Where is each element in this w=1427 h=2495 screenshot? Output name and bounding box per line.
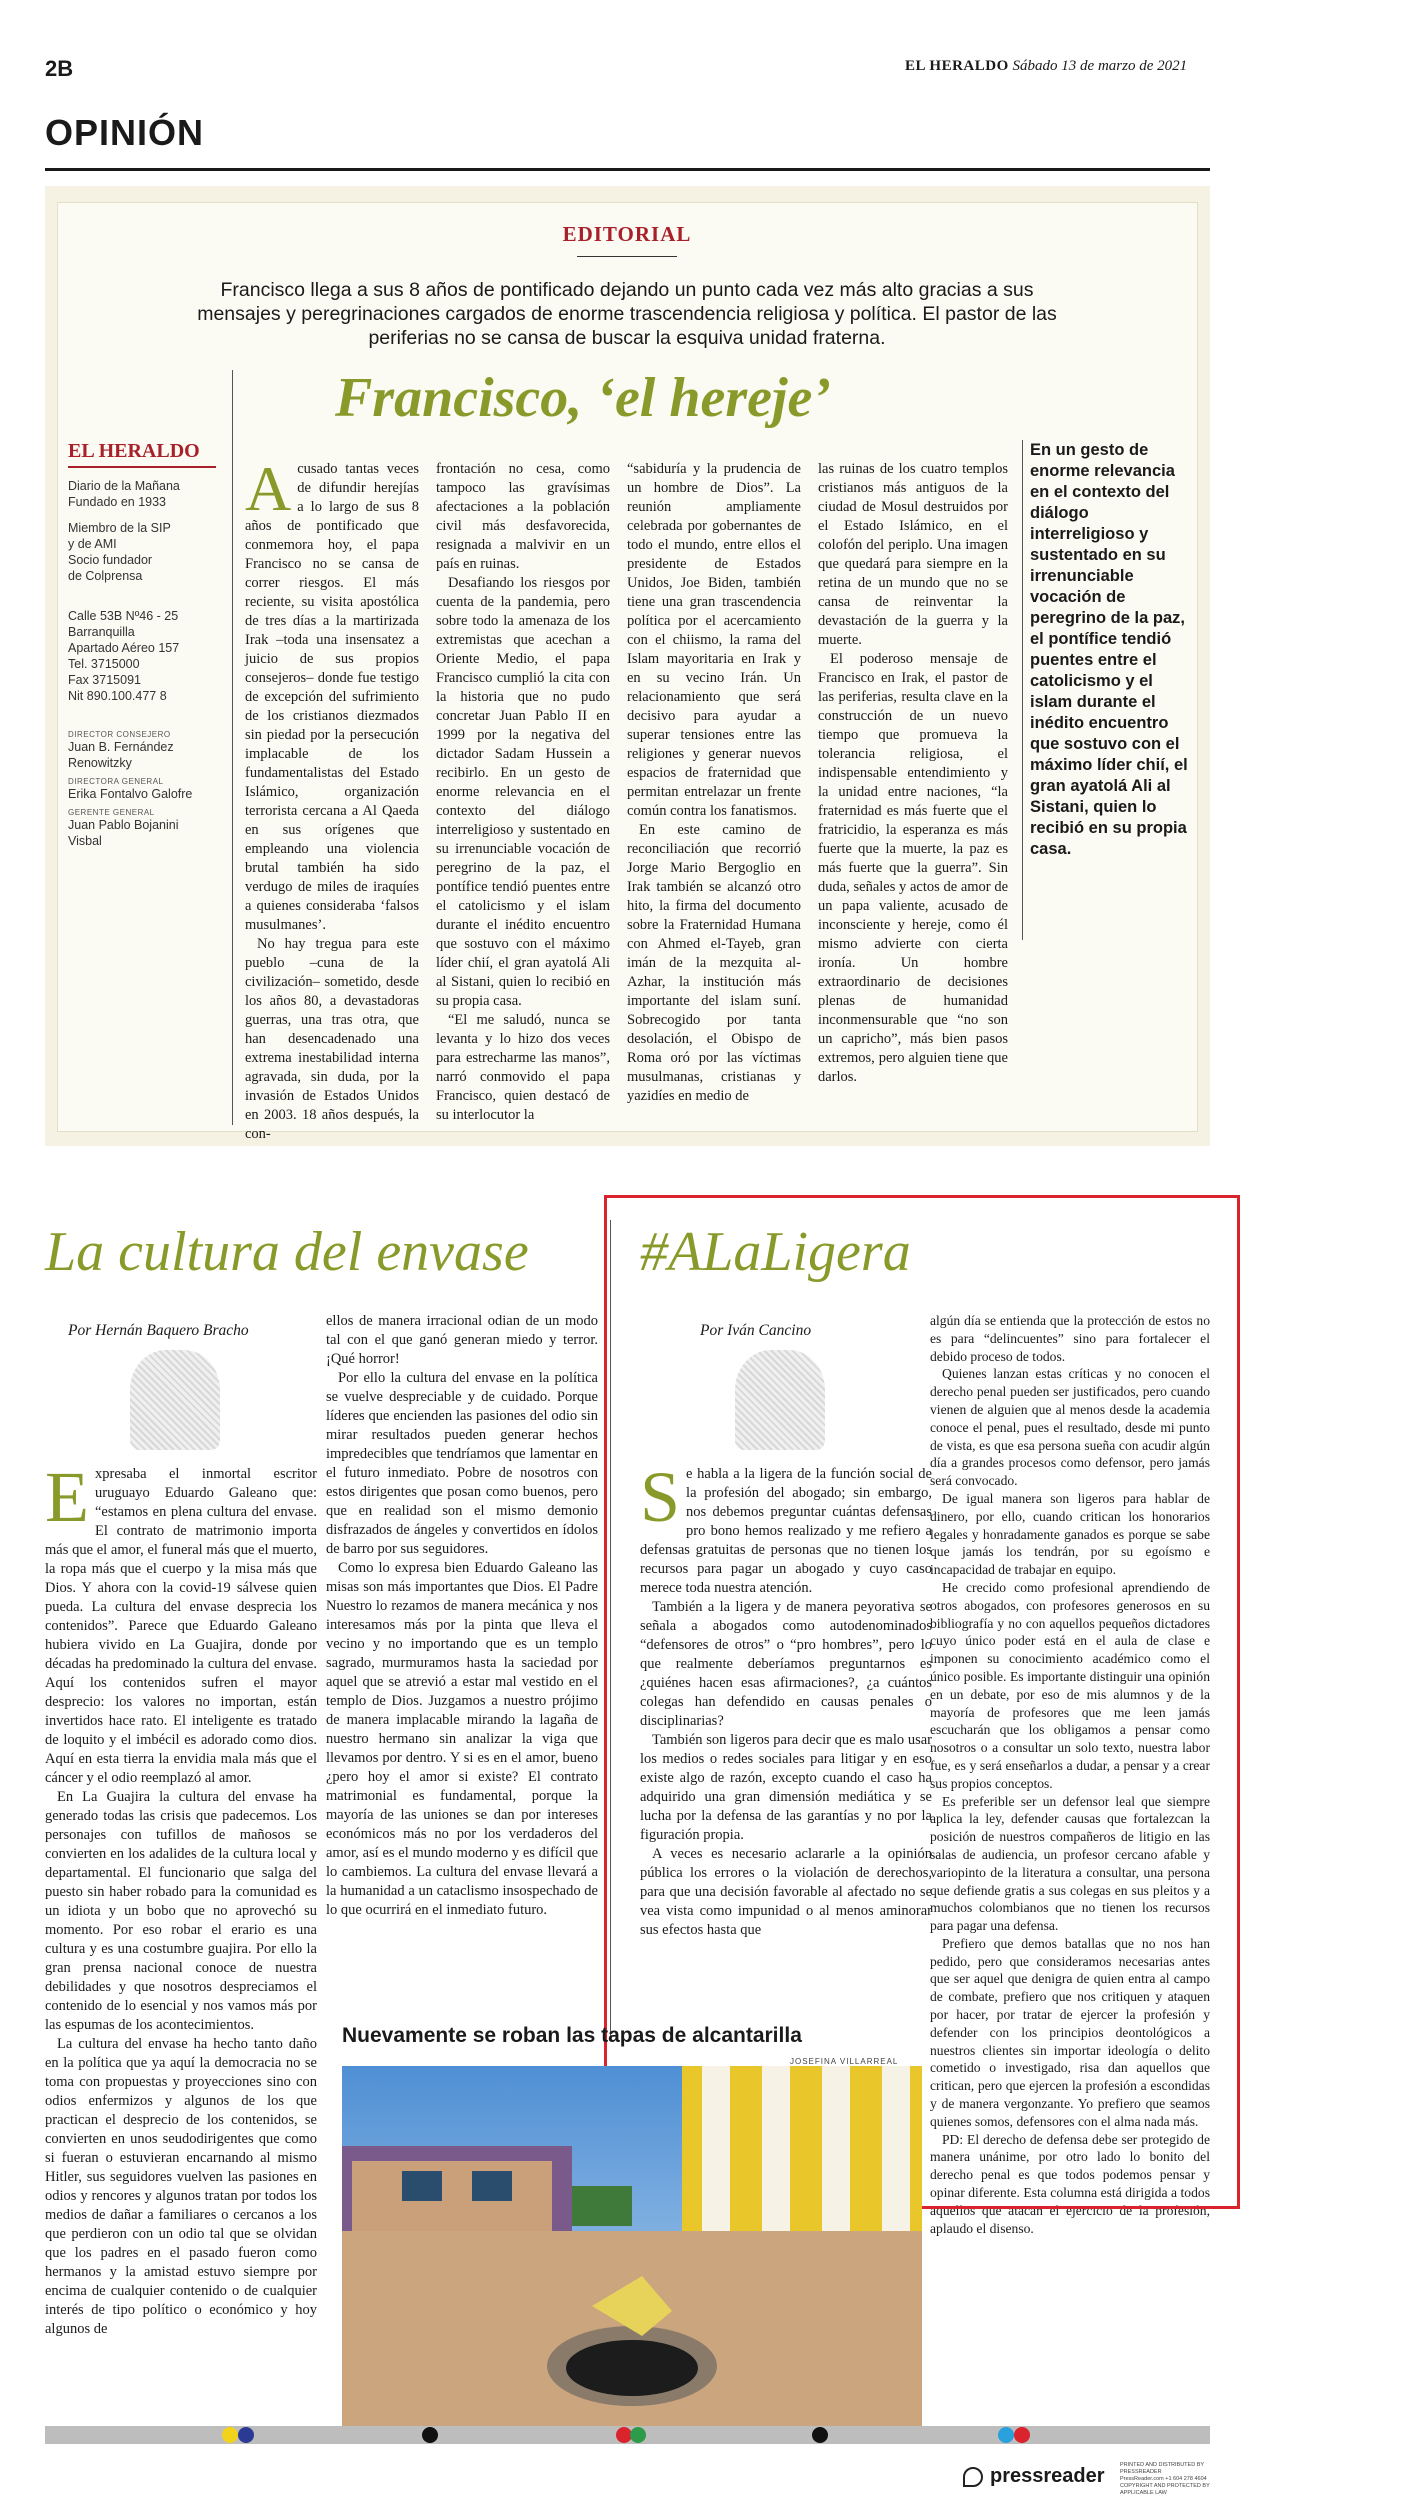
paragraph: PD: El derecho de defensa debe ser protegido de manera unánime, por otro lado lo bonito del derecho penal es que todos podemos pensar y opinar diferente. Esta columna está dirigida a todos aquellos que atacan el ejercicio de la profesión, aplaudo el disenso. <box>930 2131 1210 2236</box>
paragraph: También son ligeros para decir que es malo usar los medios o redes sociales para litigar y en eso existe algo de razón, excepto cuando el caso ha adquirido una gran dimensión mediática y se lucha por la defensa de las garantías y no por la figuración propia. <box>640 1732 932 1843</box>
editorial-column-3 <box>627 460 801 1106</box>
editorial-dropcap: A <box>245 453 292 524</box>
pressreader-brand: pressreader <box>990 2465 1105 2487</box>
logo-rule <box>68 466 216 468</box>
sidebar-line: Miembro de la SIP <box>68 521 171 535</box>
registration-dot <box>998 2427 1014 2443</box>
sidebar-line: Barranquilla <box>68 625 135 639</box>
paragraph: La cultura del envase ha hecho tanto daño en la política que ya aquí la democracia no se toma con propuestas y proyecciones sino con odios enfermizos y algunos de los que practican el desprecio de los contenidos, se convierten en unos seudodirigentes que como si fueran o estuvieran encarnando al mismo Hitler, sus seguidores vuelven las pasiones en odios y rencores y algunos tratan por todos los medios de dañar a familiares o cercanos a los que perdieron con un odio tal que se olvidan que los padres en el pasado fueron como hermanos y la amistad estuvo siempre por encima de cualquier contenido o de cualquier interés de tipo político o económico y hoy algunos de <box>45 2036 317 2337</box>
paragraph: He crecido como profesional aprendiendo de otros abogados, con profesores generosos en su bibliografía y no con aquellos pequeños dictadores cuyo único poder está en el aula de clase e imponen su conocimiento académico como el único posible. Es importante distinguir una opinión en un debate, por eso de mis alumnos y de la mayoría de profesores que me leen jamás escucharán que los obligamos a pensar como nosotros o a consultar un solo texto, nuestra labor fue, es y será enseñarlos a dudar, a pensar y a crear sus propios conceptos. <box>930 1579 1210 1791</box>
staff-name: Visbal <box>68 834 102 848</box>
paragraph: Quienes lanzan estas críticas y no conocen el derecho penal pueden ser justificados, pero cuando vienen de alguien que al menos desde la academia conoce el penal, pues el resultado, desde mi punto de vista, es que esa persona sueña con acudir algún día a grandes procesos como defensor, pero jamás será convocado. <box>930 1366 1210 1489</box>
editorial-label-rule <box>577 256 677 257</box>
paragraph: En La Guajira la cultura del envase ha generado todas las crisis que padecemos. Los personajes con tufillos de mañosos se convierten en los adalides de la cultura local y departamental. El funcionario que salga del puesto sin haber robado para la comunidad es un idiota y un bobo que no aprovechó su momento. Por eso robar el erario es una cultura y es una costumbre guajira. Por ello la gran prensa nacional conoce de nuestra debilidades y que nosotros despreciamos el contenido de lo esencial y nos vamos más por las espumas de los acontecimientos. <box>45 1789 317 2033</box>
staff-name: Renowitzky <box>68 756 132 770</box>
paragraph: El poderoso mensaje de Francisco en Irak, el pastor de las periferias, resulta clave en la construcción de un nuevo tiempo que promueva la tolerancia religiosa, el indispensable entendimiento y la unidad entre naciones, “la fraternidad es más fuerte que el fratricidio, la esperanza es más fuerte que la muerte, la paz es más fuerte que la guerra”. Sin duda, señales y actos de amor de un papa valiente, acusado de inconsciente y hereje, como él mismo advierte con cierta ironía. Un hombre extraordinario de decisiones plenas de humanidad inconmensurable que “no son un capricho”, más bien pasos extremos, pero alguien tiene que darlos. <box>818 651 1008 1085</box>
sidebar-line: Tel. 3715000 <box>68 657 140 671</box>
paragraph: En este camino de reconciliación que recorrió Jorge Mario Bergoglio en Irak también se alcanzó otro hito, la firma del documento sobre la Fraternidad Humana con Ahmed el-Tayeb, gran imán de la mezquita al-Azhar, la institución más importante del islam suní. Sobrecogido por tanta desolación, el Obispo de Roma oró por las víctimas musulmanas, cristianas y yazidíes en medio de <box>627 822 801 1104</box>
paragraph <box>245 453 419 935</box>
sidebar-line: Socio fundador <box>68 553 153 567</box>
sidebar-line: Apartado Aéreo 157 <box>68 641 180 655</box>
staff-role: DIRECTORA GENERAL <box>68 777 164 786</box>
paragraph: Es preferible ser un defensor leal que siempre aplica la ley, defender causas que fortalezcan la posición de nuestros compañeros de litigio en las salas de audiencia, un profesor cercano afable y variopinto de la literatura a consultar, una persona que defiende gratis a sus colegas en sus pleitos y a muchos colombianos que no tienen los recursos para pagar una defensa. <box>930 1793 1210 1934</box>
paragraph: “El me saludó, nunca se levanta y lo hizo dos veces para estrecharme las manos”, narró conmovido el papa Francisco, quien destacó de su interlocutor la <box>436 1012 610 1123</box>
paragraph: Desafiando los riesgos por cuenta de la pandemia, pero sobre todo la amenaza de los extremistas que acechan a Oriente Medio, el papa Francisco cumplió la cita con la historia que no pudo concretar Juan Pablo II en 1999 por la negativa del dictador Sadam Hussein a recibirlo. En un gesto de enorme relevancia en el contexto del diálogo interreligioso y sustentado en su irrenunciable vocación de peregrino de la paz, el pontífice tendió puentes entre el catolicismo y el islam durante el inédito encuentro que sostuvo con el máximo líder chií, el gran ayatolá Ali al Sistani, quien lo recibió en su propia casa. <box>436 575 610 1009</box>
editorial-column-2 <box>436 460 610 1125</box>
editorial-deck: Francisco llega a sus 8 años de pontificado dejando un punto cada vez más alto gracias a sus mensajes y peregrinaciones cargados de enorme trascendencia religiosa y política. El pastor de las periferias no se cansa de buscar la esquiva unidad fraterna. <box>197 279 1057 349</box>
news-photo <box>342 2066 922 2428</box>
sidebar-line: Fundado en 1933 <box>68 495 167 509</box>
sidebar-line: Nit 890.100.477 8 <box>68 689 167 703</box>
photo-illustration <box>342 2066 922 2428</box>
staff-name: Juan B. Fernández <box>68 740 174 754</box>
sidebar-staff <box>68 730 228 849</box>
paragraph: las ruinas de los cuatro templos cristianos más antiguos de la ciudad de Mosul destruidos por el Estado Islámico, en el colofón del periplo. Una imagen que quedará para siempre en la retina de un mundo que no se cansa de reinventar la devastación de la guerra y la muerte. <box>818 461 1008 648</box>
registration-dot <box>222 2427 238 2443</box>
staff-name: Juan Pablo Bojanini <box>68 818 179 832</box>
sidebar-address <box>68 608 228 704</box>
sidebar-line: y de AMI <box>68 537 117 551</box>
editorial-column-1 <box>245 453 419 1144</box>
paragraph: De igual manera son ligeros para hablar de dinero, por ello, cuando critican los honorarios legales y honradamente ganados es porque se sabe que jamás los tendrán, por su egoísmo e incapacidad de trabajar en equipo. <box>930 1490 1210 1578</box>
page-number: 2B <box>45 56 74 81</box>
sidebar-line: Calle 53B Nº46 - 25 <box>68 609 179 623</box>
column-right-dropcap: S <box>640 1457 681 1537</box>
sidebar-divider <box>232 370 233 1125</box>
registration-dot <box>422 2427 438 2443</box>
editorial-label: EDITORIAL <box>562 222 692 246</box>
column-left-dropcap: E <box>45 1457 89 1537</box>
column-left-body-2 <box>326 1312 598 1920</box>
pressreader-icon <box>963 2467 983 2487</box>
paragraph: A veces es necesario aclararle a la opinión pública los errores o la violación de derechos, para que una decisión favorable al afectado no se vea vista como impunidad o al menos aminorar sus efectos hasta que <box>640 1846 932 1938</box>
paragraph: Por ello la cultura del envase en la política se vuelve despreciable y de cuidado. Porque líderes que encienden las pasiones del odio sin mirar resultados pueden generar hechos impredecibles que tendríamos que lamentar en el futuro inmediato. Pobre de nosotros con estos dirigentes que posan como buenos, pero que en realidad son el mismo demonio disfrazados de ángeles y convertidos en ídolos de barro por sus seguidores. <box>326 1370 598 1557</box>
paragraph: Prefiero que demos batallas que no nos han pedido, pero que consideramos necesarias antes que ser aquel que denigra de quien entra al campo de combate, prefiero que nos critiquen y ataquen por hacer, por tratar de ejercer la profesión y defender con los principios deontológicos a nuestros clientes sin importar ideología o delito cometido o investigado, risa dan aquellos que critican, pero que ejercen la profesión a escondidas y de manera vergonzante. Yo prefiero que seamos quienes somos, defensores con el alma nada más. <box>930 1935 1210 2129</box>
editorial-column-4 <box>818 460 1008 1087</box>
paragraph-text: xpresaba el inmortal escritor uruguayo Eduardo Galeano que: “estamos en plena cultura del envase. El contrato de matrimonio importa más que el amor, el funeral más que el muerto, la ropa más que el cuerpo y la misa más que Dios. Y ahora con la covid-19 sálvese quien pueda. La cultura del envase desprecia los contenidos”. Parece que Eduardo Galeano hubiera vivido en La Guajira, donde por décadas ha predominado la cultura del envase. Aquí los contenidos sufren el mayor desprecio: los valores no importan, están invertidos hace rato. El inteligente es tratado de loquito y el imbécil es adorado como dios. Aquí en esta tierra la envidia mala más que el cáncer y el odio reemplazó al amor. <box>45 1466 317 1786</box>
sidebar-membership <box>68 520 228 584</box>
sidebar-founding <box>68 478 228 510</box>
paragraph: También a la ligera y de manera peyorativa se señala a abogados como autodenominados “defensores de otros” o “pro hombres”, pero lo que realmente deberíamos preguntarnos es ¿quiénes hacen esas afirmaciones?, ¿a cuántos colegas han defendido en causas penales o disciplinarias? <box>640 1599 932 1729</box>
paragraph: frontación no cesa, como tampoco las gravísimas afectaciones a la población civil más desfavorecida, resignada a malvivir en un país en ruinas. <box>436 461 610 572</box>
editorial-title: Francisco, ‘el hereje’ <box>334 367 832 429</box>
paragraph: “sabiduría y la prudencia de un hombre de Dios”. La reunión ampliamente celebrada por gobernantes de todo el mundo, entre ellos el presidente de Estados Unidos, Joe Biden, también tiene una gran trascendencia política por el acercamiento con el chiismo, la rama del Islam mayoritaria en Irak y en su vecino Irán. Un relacionamiento que será decisivo para ayudar a superar tensiones entre las religiones y generar nuevos espacios de fraternidad que permitan entrelazar un frente común contra los fanatismos. <box>627 461 801 819</box>
registration-dot <box>238 2427 254 2443</box>
section-rule <box>45 168 1210 171</box>
photo-credit: JOSEFINA VILLARREAL <box>790 2057 899 2066</box>
sidebar-line: Diario de la Mañana <box>68 479 180 493</box>
sidebar-line: Fax 3715091 <box>68 673 141 687</box>
pullquote: En un gesto de enorme relevancia en el contexto del diálogo interreligioso y sustentado en su irrenunciable vocación de peregrino de la paz, el pontífice tendió puentes entre el catolicismo y el islam durante el inédito encuentro que sostuvo con el máximo líder chií, el gran ayatolá Ali al Sistani, quien lo recibió en su propia casa. <box>1030 441 1188 858</box>
section-title: OPINIÓN <box>45 112 205 153</box>
masthead <box>905 58 1187 75</box>
paragraph-text: e habla a la ligera de la función social de la profesión del abogado; sin embargo, nos debemos preguntar cuántas defensas pro bono hemos realizado y me refiero a defensas gratuitas de personas que no tienen los recursos para pagar un abogado y cuyo caso merece toda nuestra atención. <box>640 1466 932 1596</box>
registration-dot <box>812 2427 828 2443</box>
staff-role: DIRECTOR CONSEJERO <box>68 730 171 739</box>
pressreader-small-print <box>1120 2462 1220 2495</box>
column-right-byline: Por Iván Cancino <box>700 1322 812 1339</box>
registration-dot <box>1014 2427 1030 2443</box>
column-right-title: #ALaLigera <box>640 1221 911 1283</box>
column-left-body-1 <box>45 1457 317 2339</box>
paragraph: algún día se entienda que la protección de estos no es para “delincuentes” sino para fortalecer el debido proceso de todos. <box>930 1313 1210 1364</box>
paragraph <box>45 1457 317 1788</box>
photo-caption: Nuevamente se roban las tapas de alcantarilla <box>342 2024 802 2047</box>
staff-role: GERENTE GENERAL <box>68 808 155 817</box>
paragraph: Como lo expresa bien Eduardo Galeano las misas son más importantes que Dios. El Padre Nuestro lo rezamos de manera mecánica y nos interesamos más por la pinta que lleva el vecino y no importando que es un templo sagrado, murmuramos hasta la saciedad por aquel que se atrevió a estar mal vestido en el templo de Dios. Juzgamos a nuestro prójimo de manera implacable mirando la lagaña de nuestro hermano sin analizar la viga que llevamos por dentro. Y si es en el amor, bueno ¿pero hoy el amor si existe? El contrato matrimonial es fundamental, porque la mayoría de las uniones se dan por intereses económicos más no por los verdaderos del amor, así es el mundo moderno y es difícil que lo cambiemos. La cultura del envase llevará a la humanidad a un cataclismo insospechado de lo que ocurrirá en el inmediato futuro. <box>326 1560 598 1918</box>
pullquote-rule <box>1022 440 1023 940</box>
small-print-line: PRINTED AND DISTRIBUTED BY PRESSREADER <box>1120 2462 1204 2475</box>
column-left-title: La cultura del envase <box>45 1221 529 1283</box>
author-portrait <box>130 1350 220 1450</box>
staff-name: Erika Fontalvo Galofre <box>68 787 193 801</box>
paragraph: No hay tregua para este pueblo –cuna de la civilización– sometido, desde los años 80, a devastadoras guerras, una tras otra, que han desencadenado una extrema inestabilidad interna agravada, sin duda, por la invasión de Estados Unidos en 2003. 18 años después, la con- <box>245 936 419 1142</box>
registration-dot <box>630 2427 646 2443</box>
column-left-byline: Por Hernán Baquero Bracho <box>68 1322 249 1339</box>
sidebar-line: de Colprensa <box>68 569 143 583</box>
heraldo-logo: EL HERALDO <box>68 440 200 462</box>
small-print-line: PressReader.com +1 604 278 4604 <box>1120 2476 1207 2482</box>
highlight-box <box>604 1195 1240 2209</box>
paragraph: ellos de manera irracional odian de un modo tal con el que ganó generan miedo y terror. ¡Qué horror! <box>326 1313 598 1367</box>
newspaper-name: EL HERALDO <box>905 58 1009 74</box>
small-print-line: COPYRIGHT AND PROTECTED BY APPLICABLE LAW <box>1120 2483 1210 2495</box>
issue-date: Sábado 13 de marzo de 2021 <box>1012 58 1188 74</box>
paragraph-text: cusado tantas veces de difundir herejías a lo largo de sus 8 años de pontificado que conmemora hoy, el papa Francisco no se cansa de correr riesgos. El más reciente, su visita apostólica de tres días a la martirizada Irak –toda una insensatez a juicio de sus propios consejeros– donde fue testigo de excepción del sufrimiento de los cristianos diezmados sin piedad por la persecución implacable de los fundamentalistas del Estado Islámico, organización terrorista cercana a Al Qaeda en sus orígenes que empleando una violencia brutal también ha sido verdugo de miles de iraquíes a quienes consideraba ‘falsos musulmanes’. <box>245 461 419 933</box>
